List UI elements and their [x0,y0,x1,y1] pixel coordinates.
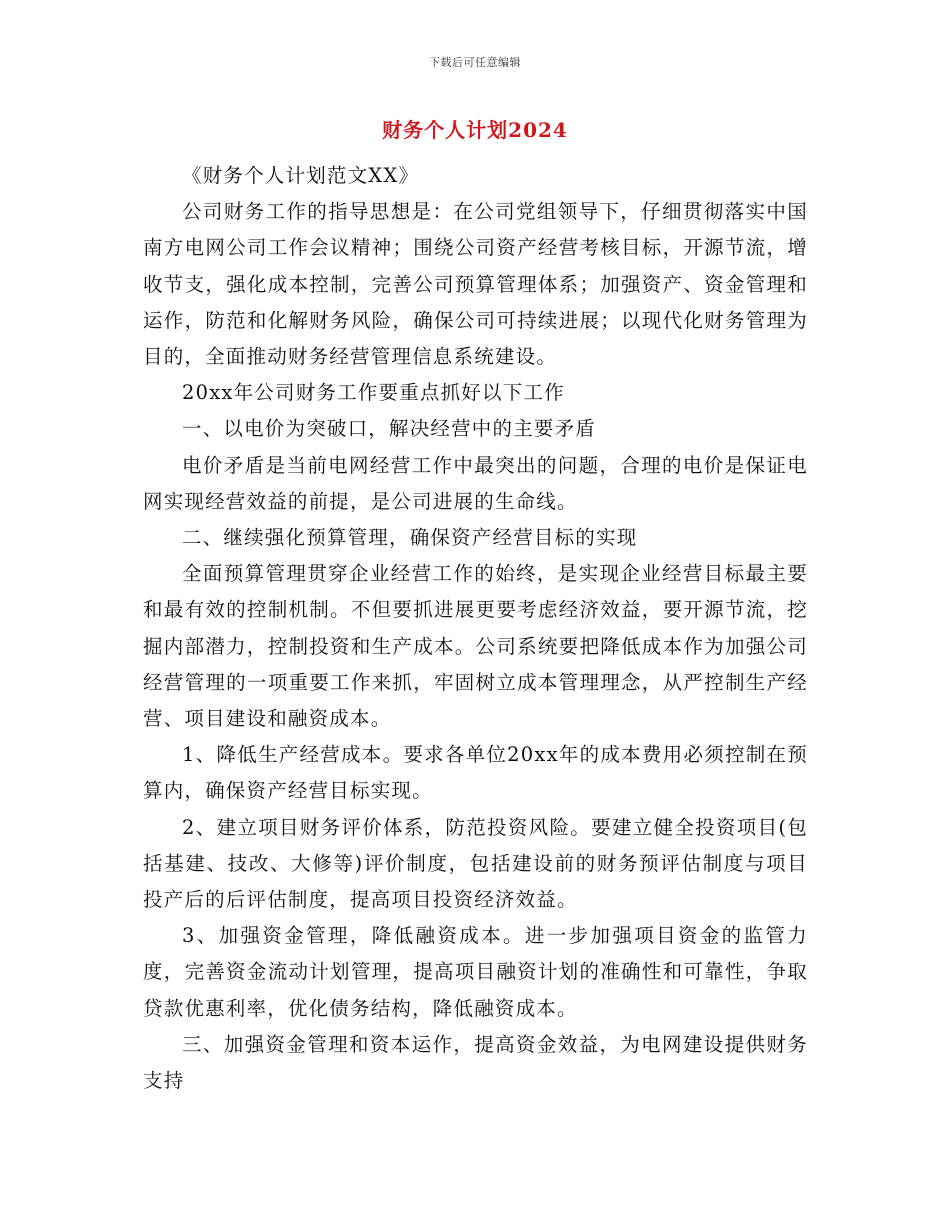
paragraph: 全面预算管理贯穿企业经营工作的始终，是实现企业经营目标最主要和最有效的控制机制。不但要抓进展更要考虑经济效益，要开源节流，挖掘内部潜力，控制投资和生产成本。公司系统要把降低成本作为加强公司经营管理的一项重要工作来抓，牢固树立成本管理理念，从严控制生产经营、项目建设和融资成本。 [143,562,808,731]
section-heading: 二、继续强化预算管理，确保资产经营目标的实现 [182,526,638,550]
paragraph: 电价矛盾是当前电网经营工作中最突出的问题，合理的电价是保证电网实现经营效益的前提，是公司进展的生命线。 [143,453,808,513]
document-title: 财务个人计划2024 [382,118,568,142]
section-heading: 一、以电价为突破口，解决经营中的主要矛盾 [182,417,597,441]
paragraph: 《财务个人计划范文XX》 [182,164,420,187]
paragraph: 公司财务工作的指导思想是：在公司党组领导下，仔细贯彻落实中国南方电网公司工作会议精神；围绕公司资产经营考核目标，开源节流，增收节支，强化成本控制，完善公司预算管理体系；加强资产、资金管理和运作，防范和化解财务风险，确保公司可持续进展；以现代化财务管理为目的，全面推动财务经营管理信息系统建设。 [143,200,808,369]
paragraph: 20xx年公司财务工作要重点抓好以下工作 [182,381,565,405]
paragraph: 3、加强资金管理，降低融资成本。进一步加强项目资金的监管力度，完善资金流动计划管理，提高项目融资计划的准确性和可靠性，争取贷款优惠利率，优化债务结构，降低融资成本。 [143,924,808,1020]
paragraph: 2、建立项目财务评价体系，防范投资风险。要建立健全投资项目(包括基建、技改、大修等)评价制度，包括建设前的财务预评估制度与项目投产后的后评估制度，提高项目投资经济效益。 [143,815,808,912]
document-body [143,158,808,1099]
header-note: 下载后可任意编辑 [429,56,521,69]
paragraph: 1、降低生产经营成本。要求各单位20xx年的成本费用必须控制在预算内，确保资产经营目标实现。 [143,743,808,803]
section-heading: 三、加强资金管理和资本运作，提高资金效益，为电网建设提供财务支持 [143,1032,808,1093]
